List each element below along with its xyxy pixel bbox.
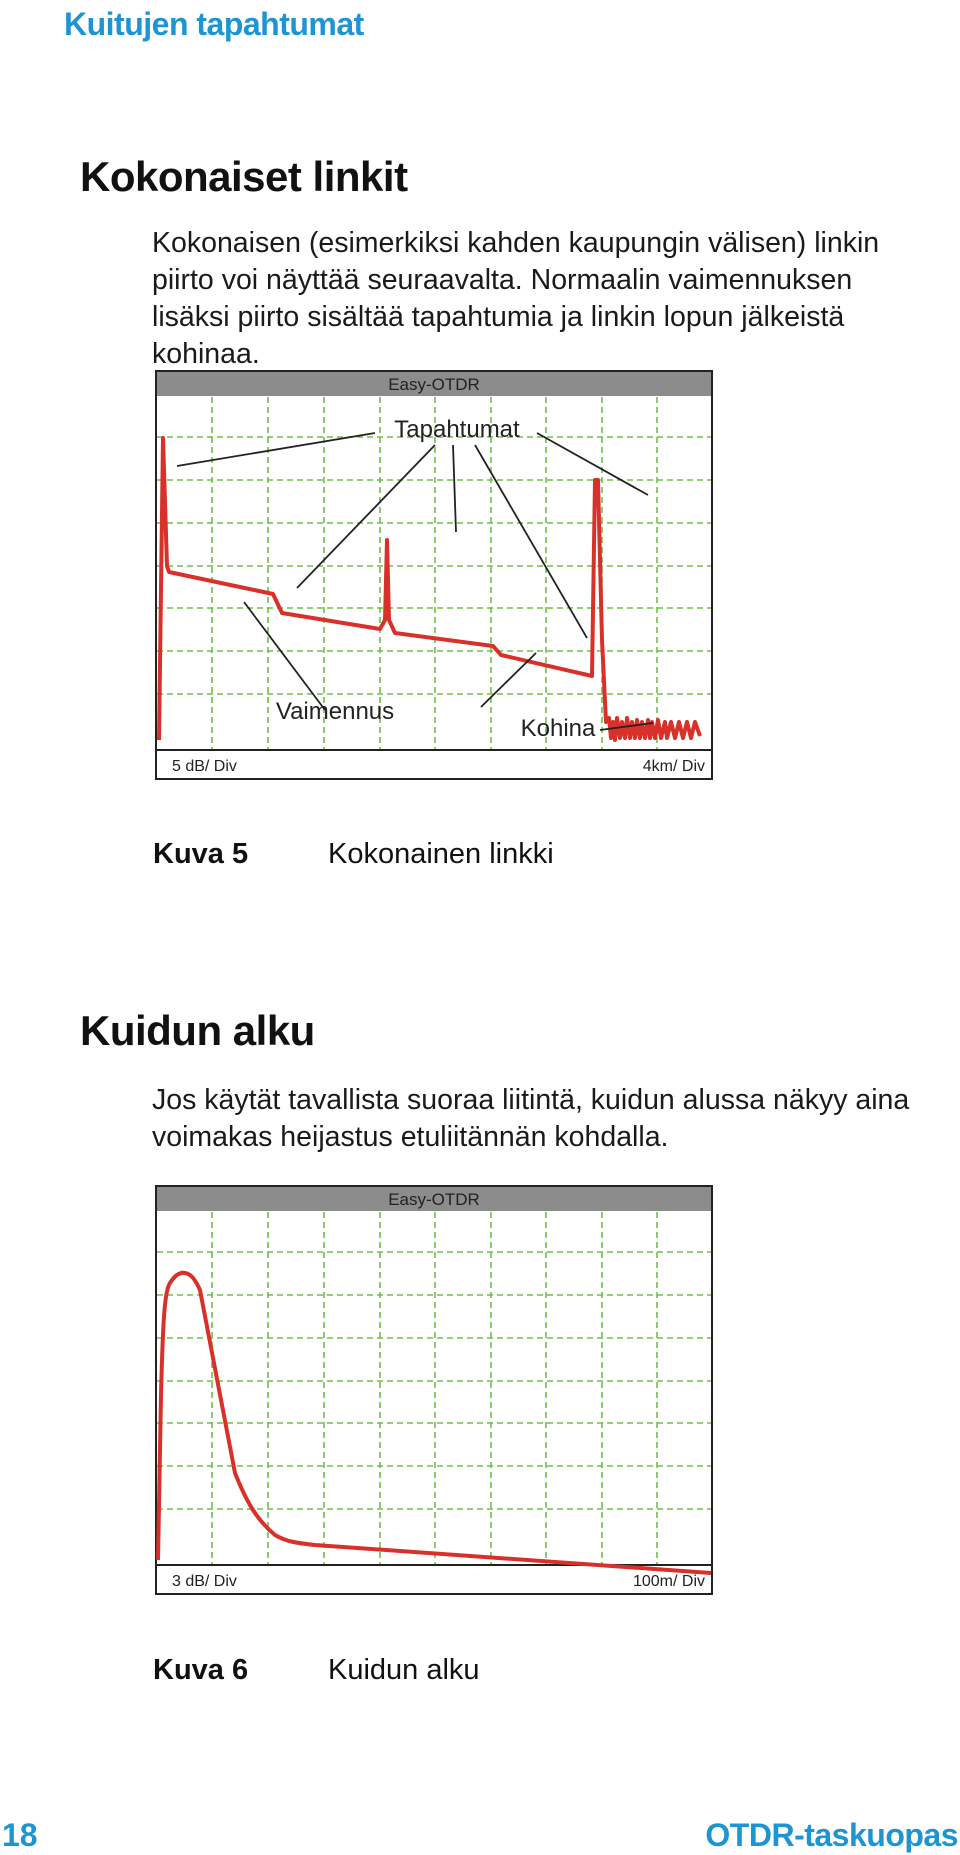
annotation-noise-label: Kohina: [520, 715, 596, 742]
otdr-trace-chart-2: [155, 1185, 713, 1595]
otdr-trace-chart-1: [155, 370, 713, 780]
y-scale-label: 5 dB/ Div: [172, 758, 237, 775]
figure-caption-label: Kuva 6: [153, 1654, 249, 1686]
chart-header-label: Easy-OTDR: [388, 375, 480, 394]
section-title-complete-links: Kokonaiset linkit: [80, 153, 408, 200]
paragraph-text: Kokonaisen (esimerkiksi kahden kaupungin välisen) linkin piirto voi näyttää seuraavalta. Normaalin vaimennuksen lisäksi piirto sisältää tapahtumia ja linkin lopun jälkeistä kohinaa.: [152, 227, 880, 370]
section-complete-links-paragraph: [152, 225, 932, 373]
paragraph-text: Jos käytät tavallista suoraa liitintä, kuidun alussa näkyy aina voimakas heijastus etuliitännän kohdalla.: [152, 1084, 910, 1153]
chart-frame: [156, 1186, 712, 1594]
figure-caption-text: Kokonainen linkki: [328, 838, 554, 870]
chart-header-label: Easy-OTDR: [388, 1190, 480, 1209]
section-title-fiber-start: Kuidun alku: [80, 1007, 315, 1054]
x-scale-label: 4km/ Div: [642, 758, 705, 775]
x-scale-label: 100m/ Div: [632, 1573, 705, 1590]
annotation-attenuation-label: Vaimennus: [275, 698, 395, 725]
annotation-events-label: Tapahtumat: [394, 416, 520, 443]
page-number: 18: [2, 1817, 38, 1853]
y-scale-label: 3 dB/ Div: [172, 1573, 237, 1590]
section-fiber-start-paragraph: [152, 1082, 932, 1156]
book-title: OTDR-taskuopas: [705, 1817, 958, 1853]
otdr-figure-complete-link: [155, 370, 713, 780]
running-title: Kuitujen tapahtumat: [64, 6, 364, 42]
figure-caption-label: Kuva 5: [153, 838, 249, 870]
otdr-figure-fiber-start: [155, 1185, 713, 1595]
figure-caption-text: Kuidun alku: [328, 1654, 480, 1686]
